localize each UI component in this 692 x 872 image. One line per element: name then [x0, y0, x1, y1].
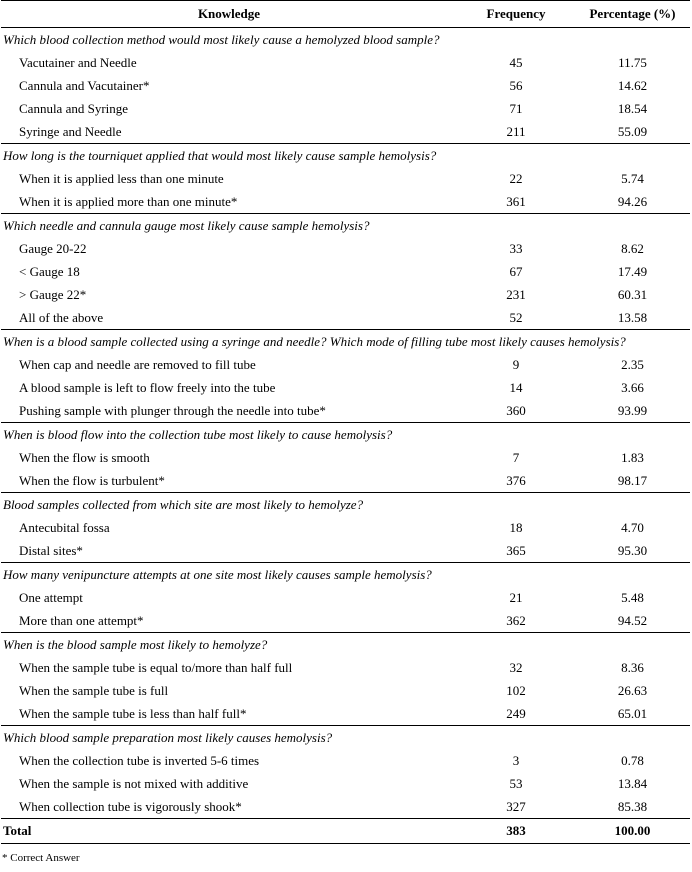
question-text: Which blood sample preparation most likely causes hemolysis? [1, 726, 690, 750]
question-text: How long is the tourniquet applied that would most likely cause sample hemolysis? [1, 144, 690, 168]
percentage-cell: 93.99 [617, 402, 648, 418]
answer-label: All of the above [19, 309, 104, 325]
percentage-cell: 85.38 [617, 798, 648, 814]
table-row [1, 469, 690, 493]
percentage-cell: 1.83 [621, 449, 644, 465]
frequency-cell: 376 [506, 472, 526, 488]
total-frequency: 383 [457, 819, 575, 844]
frequency-cell: 22 [509, 170, 523, 186]
answer-label: Distal sites* [19, 542, 83, 558]
percentage-cell: 94.52 [617, 612, 648, 628]
frequency-cell: 53 [509, 775, 523, 791]
answer-label: Gauge 20-22 [19, 240, 87, 256]
table-row [1, 679, 690, 702]
answer-label: When the sample is not mixed with additive [19, 775, 249, 791]
total-label: Total [1, 819, 457, 844]
answer-label: When the collection tube is inverted 5-6 times [19, 752, 260, 768]
percentage-cell: 14.62 [617, 77, 648, 93]
frequency-cell: 361 [506, 193, 526, 209]
table-row [1, 749, 690, 772]
answer-label: When the flow is smooth [19, 449, 150, 465]
answer-label: When cap and needle are removed to fill tube [19, 356, 256, 372]
answer-label: Pushing sample with plunger through the needle into tube* [19, 402, 326, 418]
frequency-cell: 327 [506, 798, 526, 814]
question-row [1, 493, 690, 517]
percentage-cell: 0.78 [621, 752, 644, 768]
percentage-cell: 11.75 [618, 54, 647, 70]
answer-label: Antecubital fossa [19, 519, 110, 535]
table-row [1, 237, 690, 260]
answer-label: When the flow is turbulent* [19, 472, 165, 488]
percentage-cell: 18.54 [617, 100, 648, 116]
header-knowledge: Knowledge [1, 1, 457, 28]
percentage-cell: 8.36 [621, 659, 644, 675]
frequency-cell: 231 [506, 286, 526, 302]
frequency-cell: 365 [506, 542, 526, 558]
frequency-cell: 32 [509, 659, 523, 675]
table-row [1, 306, 690, 330]
question-row [1, 563, 690, 587]
percentage-cell: 2.35 [621, 356, 644, 372]
table-row [1, 772, 690, 795]
percentage-cell: 98.17 [617, 472, 648, 488]
frequency-cell: 211 [506, 123, 526, 139]
percentage-cell: 17.49 [617, 263, 648, 279]
question-text: Which needle and cannula gauge most likely cause sample hemolysis? [1, 214, 690, 238]
table-row [1, 283, 690, 306]
header-frequency: Frequency [457, 1, 575, 28]
percentage-cell: 60.31 [617, 286, 648, 302]
question-text: When is the blood sample most likely to hemolyze? [1, 633, 690, 657]
percentage-cell: 13.58 [617, 309, 648, 325]
frequency-cell: 45 [509, 54, 523, 70]
table-row [1, 795, 690, 819]
answer-label: When the sample tube is less than half full* [19, 705, 247, 721]
percentage-cell: 55.09 [617, 123, 648, 139]
percentage-cell: 8.62 [621, 240, 644, 256]
answer-label: More than one attempt* [19, 612, 144, 628]
table-row [1, 539, 690, 563]
table-row [1, 120, 690, 144]
answer-label: When the sample tube is full [19, 682, 169, 698]
table-row [1, 353, 690, 376]
table-row [1, 446, 690, 469]
frequency-cell: 7 [512, 449, 520, 465]
table-body [1, 28, 690, 819]
table-row [1, 190, 690, 214]
answer-label: > Gauge 22* [19, 286, 87, 302]
frequency-cell: 18 [509, 519, 523, 535]
header-row [1, 1, 690, 28]
frequency-cell: 249 [506, 705, 526, 721]
percentage-cell: 4.70 [621, 519, 644, 535]
answer-label: When it is applied less than one minute [19, 170, 224, 186]
percentage-cell: 5.48 [621, 589, 644, 605]
answer-label: When it is applied more than one minute* [19, 193, 238, 209]
frequency-cell: 56 [509, 77, 523, 93]
table-row [1, 260, 690, 283]
table-row [1, 609, 690, 633]
frequency-cell: 14 [509, 379, 523, 395]
frequency-cell: 360 [506, 402, 526, 418]
frequency-cell: 362 [506, 612, 526, 628]
footnote: * Correct Answer [2, 852, 80, 864]
frequency-cell: 33 [509, 240, 523, 256]
frequency-cell: 21 [509, 589, 523, 605]
question-row [1, 633, 690, 657]
table-row [1, 167, 690, 190]
table-row [1, 51, 690, 74]
frequency-cell: 3 [512, 752, 520, 768]
percentage-cell: 3.66 [621, 379, 644, 395]
table-row [1, 516, 690, 539]
question-row [1, 726, 690, 750]
percentage-cell: 5.74 [621, 170, 644, 186]
question-row [1, 330, 690, 354]
question-text: Blood samples collected from which site are most likely to hemolyze? [1, 493, 690, 517]
answer-label: Cannula and Vacutainer* [19, 77, 150, 93]
question-text: When is blood flow into the collection tube most likely to cause hemolysis? [1, 423, 690, 447]
frequency-cell: 67 [509, 263, 523, 279]
knowledge-table [1, 0, 690, 844]
answer-label: Syringe and Needle [19, 123, 122, 139]
question-text: How many venipuncture attempts at one site most likely causes sample hemolysis? [1, 563, 690, 587]
answer-label: When the sample tube is equal to/more than half full [19, 659, 293, 675]
table-row [1, 399, 690, 423]
question-row [1, 214, 690, 238]
table-row [1, 656, 690, 679]
table-row [1, 702, 690, 726]
header-percentage: Percentage (%) [575, 1, 690, 28]
frequency-cell: 102 [506, 682, 526, 698]
percentage-cell: 26.63 [617, 682, 648, 698]
percentage-cell: 94.26 [617, 193, 648, 209]
question-row [1, 28, 690, 52]
table-row [1, 97, 690, 120]
frequency-cell: 71 [509, 100, 523, 116]
answer-label: When collection tube is vigorously shook* [19, 798, 242, 814]
answer-label: Vacutainer and Needle [19, 54, 137, 70]
percentage-cell: 13.84 [617, 775, 648, 791]
table-row [1, 74, 690, 97]
total-row [1, 819, 690, 844]
frequency-cell: 52 [509, 309, 523, 325]
question-row [1, 144, 690, 168]
percentage-cell: 65.01 [617, 705, 648, 721]
frequency-cell: 9 [512, 356, 520, 372]
question-text: When is a blood sample collected using a syringe and needle? Which mode of filling tube most likely causes hemolysis? [1, 330, 690, 354]
table-row [1, 376, 690, 399]
answer-label: Cannula and Syringe [19, 100, 129, 116]
total-percentage: 100.00 [575, 819, 690, 844]
table-row [1, 586, 690, 609]
answer-label: < Gauge 18 [19, 263, 80, 279]
answer-label: One attempt [19, 589, 83, 605]
answer-label: A blood sample is left to flow freely into the tube [19, 379, 276, 395]
percentage-cell: 95.30 [617, 542, 648, 558]
question-text: Which blood collection method would most likely cause a hemolyzed blood sample? [3, 31, 440, 47]
question-row [1, 423, 690, 447]
